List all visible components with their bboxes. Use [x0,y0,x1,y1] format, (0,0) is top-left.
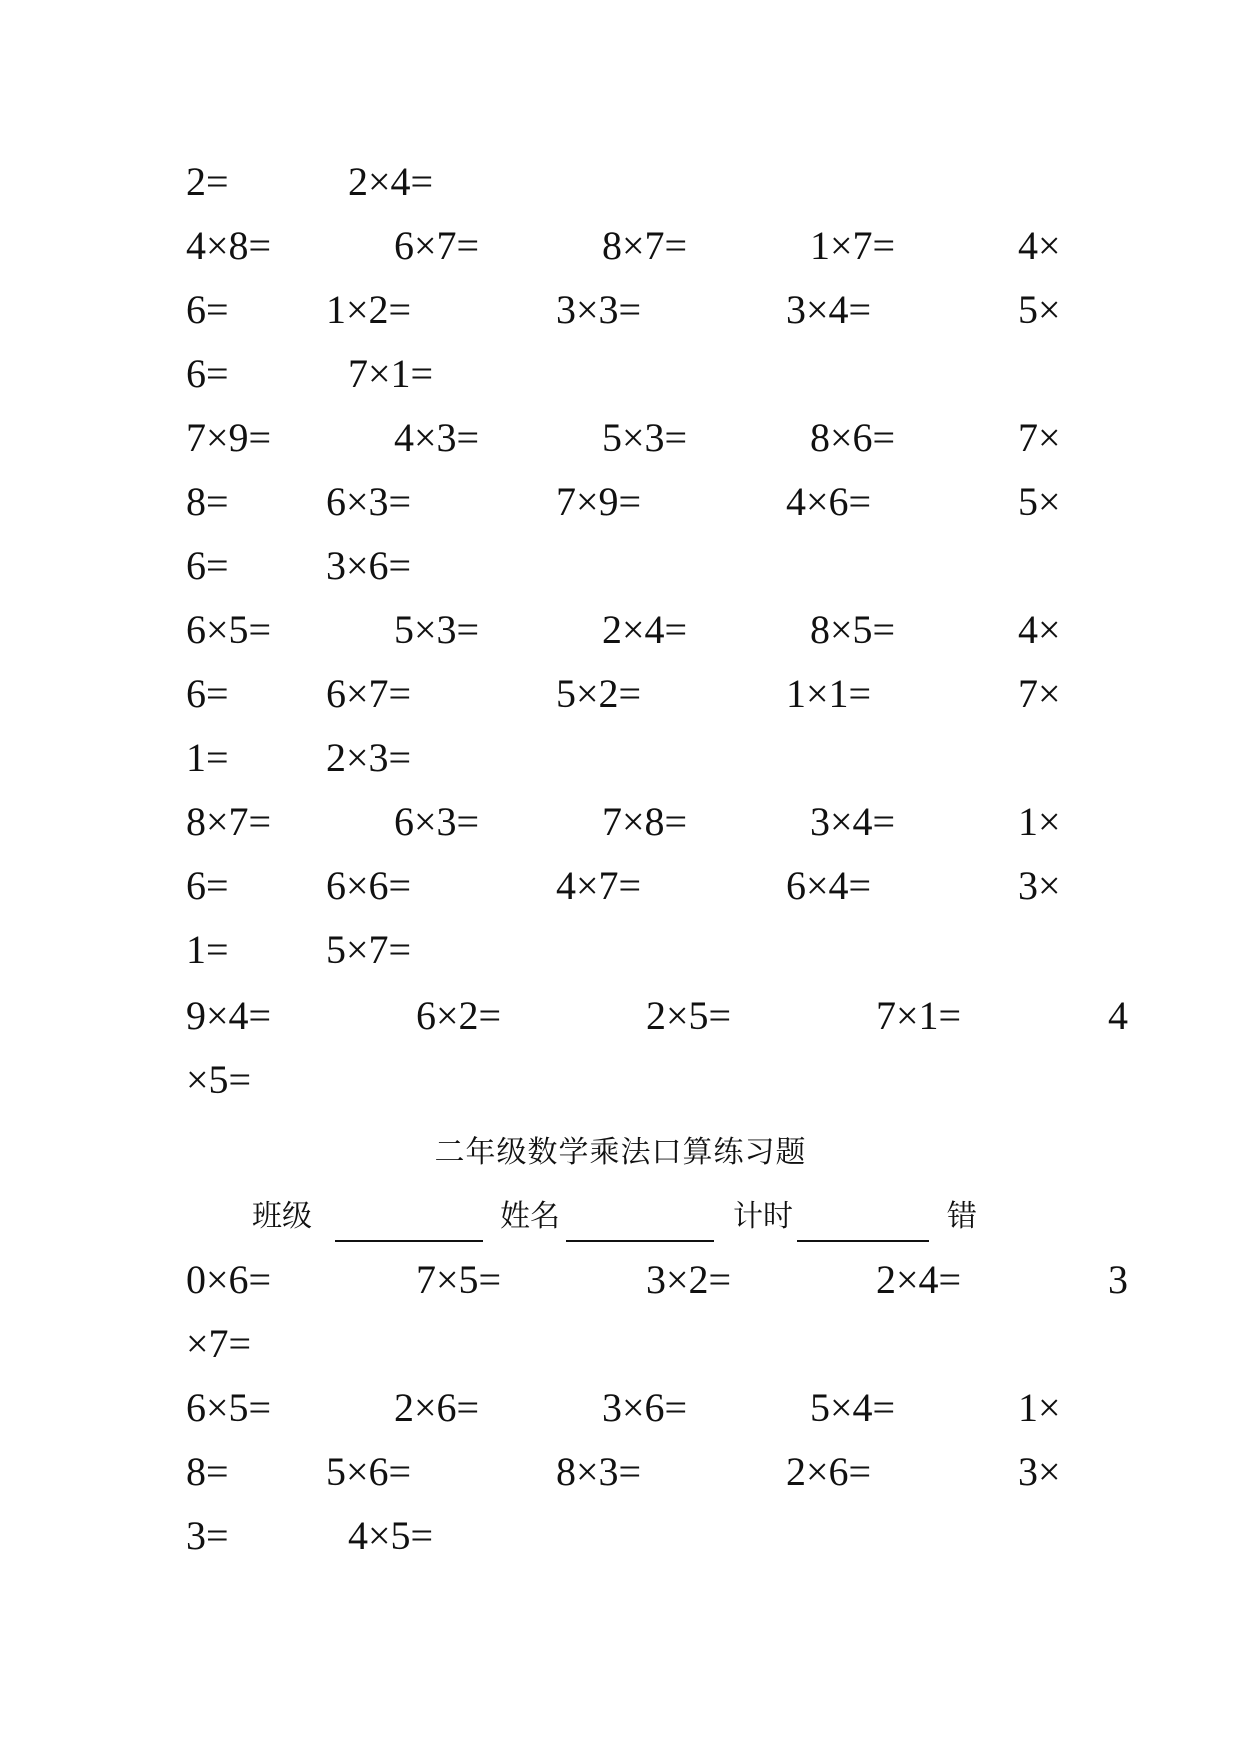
student-info-row [0,1192,1241,1242]
problem-cell: 6= [186,287,229,332]
problem-cell: 6= [186,543,229,588]
problem-cell: 5×4= [810,1385,896,1430]
problem-cell: 6×6= [326,863,412,908]
problem-cell: 8×7= [186,799,272,844]
problem-cell: 1= [186,735,229,780]
problem-cell: 6= [186,351,229,396]
problem-line [0,986,1241,1046]
class-label: 班级 [252,1199,312,1234]
problem-line [0,728,1241,788]
problem-line [0,1314,1241,1374]
problem-cell: 4× [1018,223,1061,268]
problem-cell: 7×5= [416,1257,502,1302]
problem-cell: 4 [1108,993,1128,1038]
problem-cell: ×5= [186,1057,252,1102]
problem-cell: 7×9= [186,415,272,460]
problem-cell: 3×3= [556,287,642,332]
problem-line [0,1050,1241,1110]
problem-line [0,216,1241,276]
problem-line [0,1442,1241,1502]
problem-cell: 4×6= [786,479,872,524]
problem-cell: 2×4= [348,159,434,204]
problem-cell: 8= [186,479,229,524]
problem-cell: 7×9= [556,479,642,524]
problem-cell: 3×4= [786,287,872,332]
problem-cell: 5× [1018,287,1061,332]
name-label: 姓名 [500,1199,560,1234]
problem-cell: 4×8= [186,223,272,268]
problem-cell: 5×3= [394,607,480,652]
problem-cell: 5×6= [326,1449,412,1494]
problem-cell: 4× [1018,607,1061,652]
problem-cell: 8= [186,1449,229,1494]
problem-line [0,600,1241,660]
problem-cell: 3× [1018,1449,1061,1494]
problem-cell: ×7= [186,1321,252,1366]
problem-line [0,856,1241,916]
problem-cell: 2×4= [876,1257,962,1302]
problem-line [0,920,1241,980]
problem-cell: 6×4= [786,863,872,908]
name-blank[interactable] [566,1192,714,1242]
problem-line [0,408,1241,468]
problem-cell: 2×6= [394,1385,480,1430]
problem-cell: 3× [1018,863,1061,908]
problem-cell: 1×7= [810,223,896,268]
problem-cell: 1× [1018,799,1061,844]
problem-cell: 6×7= [326,671,412,716]
error-label: 错 [947,1199,977,1234]
problem-cell: 6×7= [394,223,480,268]
worksheet-title: 二年级数学乘法口算练习题 [434,1135,807,1170]
problem-cell: 1×2= [326,287,412,332]
problem-cell: 7× [1018,671,1061,716]
problem-cell: 6×2= [416,993,502,1038]
problem-line [0,344,1241,404]
time-blank[interactable] [797,1192,929,1242]
problem-cell: 5×7= [326,927,412,972]
problem-cell: 6×5= [186,607,272,652]
problem-line [0,1506,1241,1566]
problem-line [0,152,1241,212]
problem-cell: 7×8= [602,799,688,844]
problem-cell: 6×5= [186,1385,272,1430]
time-label: 计时 [733,1199,793,1234]
problem-line [0,792,1241,852]
problem-line [0,536,1241,596]
problem-cell: 3×6= [602,1385,688,1430]
problem-cell: 8×3= [556,1449,642,1494]
problem-cell: 2= [186,159,229,204]
problem-line [0,1250,1241,1310]
problem-cell: 4×7= [556,863,642,908]
problem-line [0,472,1241,532]
problem-cell: 5×3= [602,415,688,460]
problem-cell: 3×2= [646,1257,732,1302]
problem-cell: 6×3= [326,479,412,524]
problem-cell: 5×2= [556,671,642,716]
problem-cell: 0×6= [186,1257,272,1302]
problem-cell: 1= [186,927,229,972]
problem-cell: 7×1= [876,993,962,1038]
problem-line [0,664,1241,724]
problem-cell: 2×5= [646,993,732,1038]
problem-line [0,1378,1241,1438]
problem-cell: 5× [1018,479,1061,524]
problem-cell: 1× [1018,1385,1061,1430]
problem-cell: 2×6= [786,1449,872,1494]
problem-cell: 3×4= [810,799,896,844]
problem-cell: 3×6= [326,543,412,588]
problem-cell: 6×3= [394,799,480,844]
problem-cell: 3= [186,1513,229,1558]
problem-cell: 7× [1018,415,1061,460]
problem-cell: 4×3= [394,415,480,460]
class-blank[interactable] [335,1192,483,1242]
problem-cell: 2×3= [326,735,412,780]
problem-cell: 4×5= [348,1513,434,1558]
problem-cell: 7×1= [348,351,434,396]
problem-cell: 8×6= [810,415,896,460]
problem-cell: 8×7= [602,223,688,268]
problem-cell: 6= [186,863,229,908]
problem-cell: 3 [1108,1257,1128,1302]
problem-line [0,280,1241,340]
problem-cell: 1×1= [786,671,872,716]
problem-cell: 8×5= [810,607,896,652]
problem-cell: 9×4= [186,993,272,1038]
problem-cell: 2×4= [602,607,688,652]
problem-cell: 6= [186,671,229,716]
